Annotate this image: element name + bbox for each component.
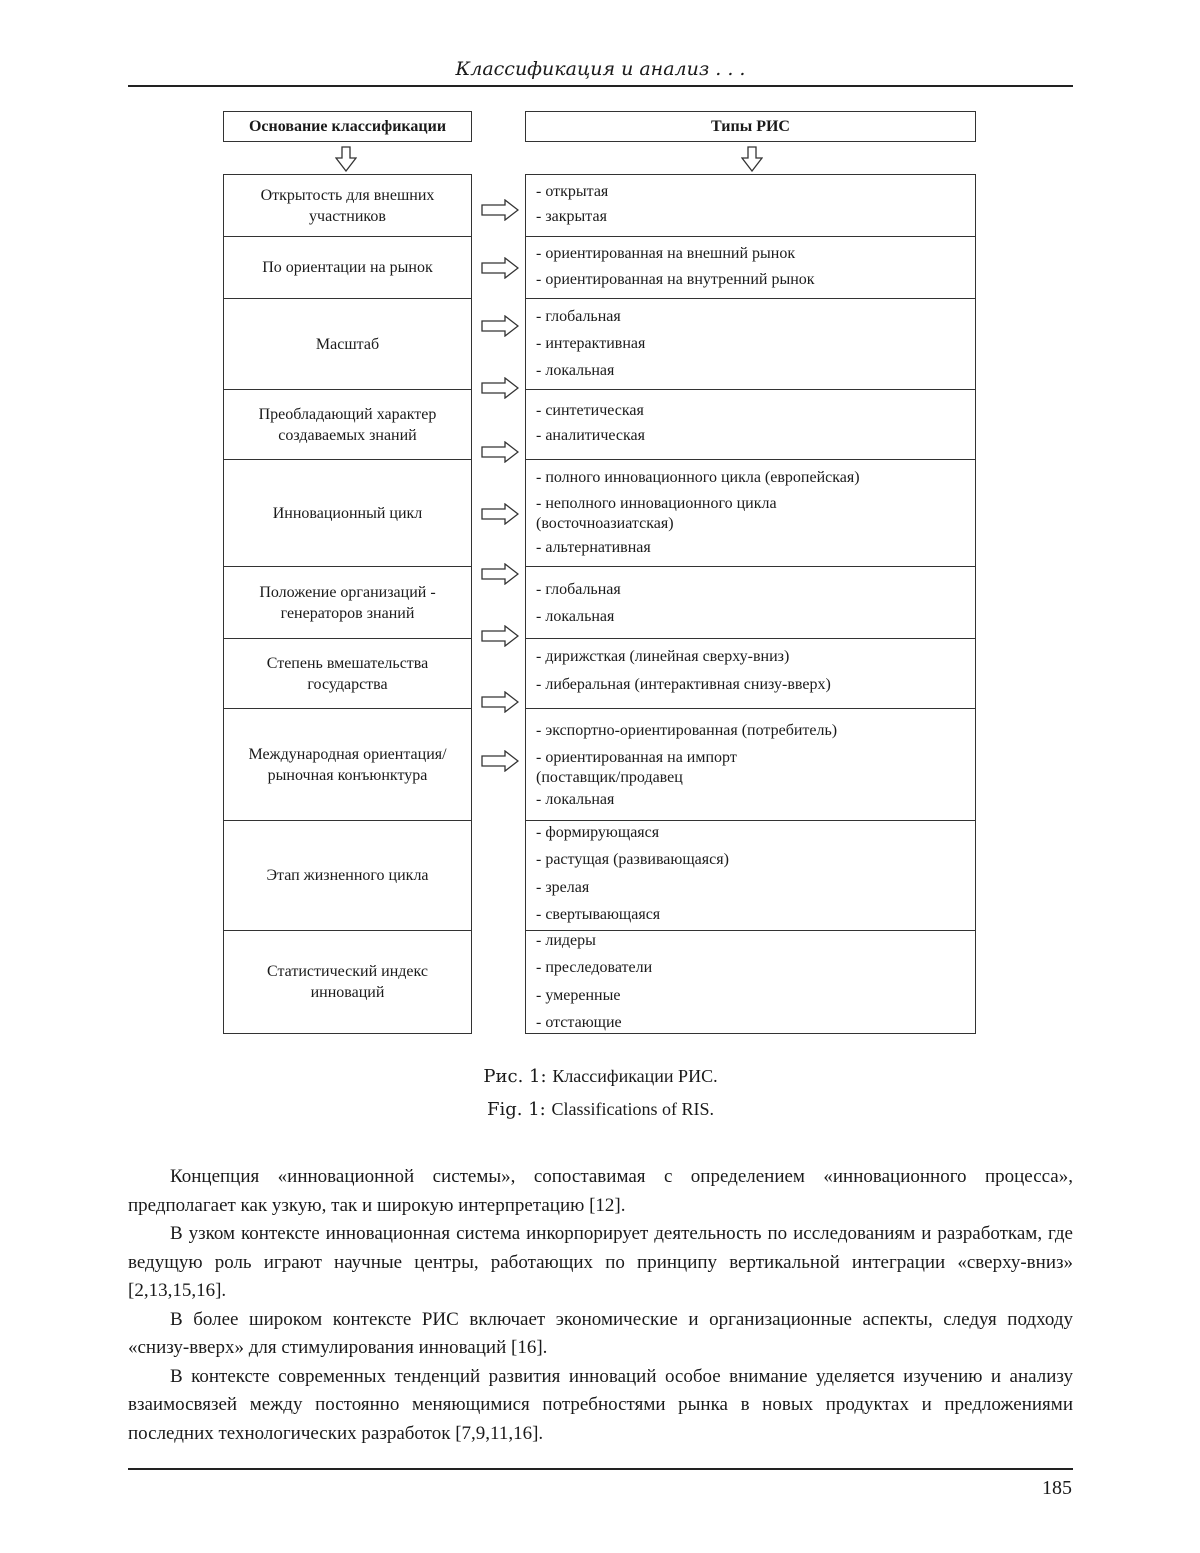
right-arrow-icon: [481, 691, 519, 713]
types-cell: [525, 389, 976, 460]
type-item: - зрелая: [536, 879, 590, 896]
caption-ru: [128, 1066, 1073, 1087]
types-cell: [525, 566, 976, 639]
basis-cell: Инновационный цикл: [223, 459, 472, 567]
paragraph: В более широком контексте РИС включает экономические и организационные аспекты, следуя подходу «снизу-вверх» для стимулирования инноваций [16].: [128, 1308, 1073, 1358]
type-item: - лидеры: [536, 932, 596, 949]
right-arrow-icon: [481, 503, 519, 525]
paragraph: Концепция «инновационной системы», сопоставимая с определением «инновационного процесса», предполагает как узкую, так и широкую интерпретацию [12].: [128, 1166, 1073, 1216]
header-rule: [128, 85, 1073, 87]
down-arrow-icon: [335, 146, 357, 172]
page-number: 185: [1042, 1477, 1072, 1499]
caption-ru-label: Рис. 1:: [483, 1066, 547, 1087]
basis-cell: Положение организаций - генераторов знаний: [223, 566, 472, 639]
types-cell: [525, 236, 976, 299]
type-item: - ориентированная на импорт (поставщик/продавец: [536, 749, 737, 786]
basis-cell: Открытость для внешних участников: [223, 174, 472, 237]
types-cell: [525, 708, 976, 821]
paragraph: В узком контексте инновационная система инкорпорирует деятельность по исследованиям и разработкам, где ведущую роль играют научные центры, работающих по принципу вертикальной интеграции «сверху-вниз» [2,13,15,16].: [128, 1223, 1073, 1301]
body-text: [128, 1163, 1073, 1448]
basis-cell: Статистический индекс инноваций: [223, 930, 472, 1034]
caption-en-label: Fig. 1:: [487, 1099, 546, 1120]
type-item: - умеренные: [536, 987, 621, 1004]
down-arrow-icon: [741, 146, 763, 172]
header-types: Типы РИС: [525, 111, 976, 142]
type-item: - локальная: [536, 791, 615, 808]
basis-cell: По ориентации на рынок: [223, 236, 472, 299]
types-cell: [525, 638, 976, 709]
right-arrow-icon: [481, 377, 519, 399]
types-cell: [525, 820, 976, 931]
type-item: - интерактивная: [536, 335, 646, 352]
type-item: - аналитическая: [536, 427, 645, 444]
type-item: - глобальная: [536, 308, 621, 325]
type-item: - неполного инновационного цикла (восточноазиатская): [536, 495, 777, 532]
basis-cell: Масштаб: [223, 298, 472, 390]
running-head: Классификация и анализ . . .: [455, 58, 746, 80]
right-arrow-icon: [481, 750, 519, 772]
basis-cell: Степень вмешательства государства: [223, 638, 472, 709]
type-item: - свертывающаяся: [536, 906, 661, 923]
type-item: - локальная: [536, 608, 615, 625]
types-cell: [525, 298, 976, 390]
right-arrow-icon: [481, 315, 519, 337]
right-arrow-icon: [481, 563, 519, 585]
types-cell: [525, 930, 976, 1034]
type-item: - формирующаяся: [536, 824, 660, 841]
header-basis: Основание классификации: [223, 111, 472, 142]
type-item: - альтернативная: [536, 539, 651, 556]
basis-cell: Международная ориентация/ рыночная конъюнктура: [223, 708, 472, 821]
type-item: - преследователи: [536, 959, 653, 976]
footer-rule: [128, 1468, 1073, 1470]
types-cell: [525, 174, 976, 237]
basis-cell: Преобладающий характер создаваемых знаний: [223, 389, 472, 460]
type-item: - ориентированная на внутренний рынок: [536, 271, 815, 288]
type-item: - либеральная (интерактивная снизу-вверх): [536, 676, 831, 693]
caption-en: [128, 1099, 1073, 1120]
type-item: - локальная: [536, 362, 615, 379]
right-arrow-icon: [481, 441, 519, 463]
type-item: - экспортно-ориентированная (потребитель): [536, 722, 838, 739]
type-item: - отстающие: [536, 1014, 622, 1031]
types-cell: [525, 459, 976, 567]
right-arrow-icon: [481, 625, 519, 647]
type-item: - дирижсткая (линейная сверху-вниз): [536, 648, 790, 665]
type-item: - синтетическая: [536, 402, 644, 419]
type-item: - открытая: [536, 183, 609, 200]
type-item: - растущая (развивающаяся): [536, 851, 729, 868]
right-arrow-icon: [481, 257, 519, 279]
right-arrow-icon: [481, 199, 519, 221]
paragraph: В контексте современных тенденций развития инноваций особое внимание уделяется изучению и анализу взаимосвязей между постоянно меняющимися потребностями рынка в новых продуктах и предложениями последних технологических разработок [7,9,11,16].: [128, 1365, 1073, 1444]
caption-en-text: Classifications of RIS.: [551, 1099, 714, 1119]
type-item: - закрытая: [536, 208, 607, 225]
caption-ru-text: Классификации РИС.: [552, 1066, 718, 1086]
type-item: - глобальная: [536, 581, 621, 598]
type-item: - ориентированная на внешний рынок: [536, 245, 796, 262]
type-item: - полного инновационного цикла (европейская): [536, 469, 860, 486]
basis-cell: Этап жизненного цикла: [223, 820, 472, 931]
